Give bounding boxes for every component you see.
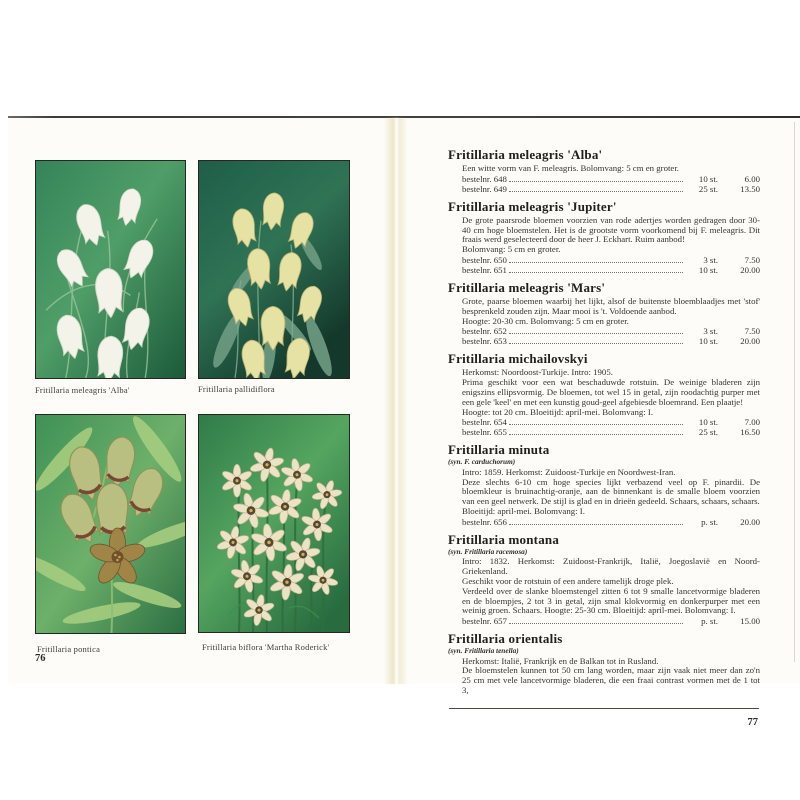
entry-orders	[448, 326, 760, 346]
order-quantity: p. st.	[701, 516, 718, 527]
left-page	[0, 0, 396, 800]
dotted-leader	[509, 191, 683, 192]
right-page	[448, 148, 760, 728]
order-number: bestelnr. 652	[462, 326, 507, 337]
left-page-number: 76	[35, 653, 46, 664]
flower-photo-illustration	[199, 415, 349, 632]
order-price: 6.00	[744, 173, 760, 184]
catalog-entry	[448, 533, 760, 626]
entry-paragraph: Bloeitijd: april-mei. Bolomvang: I.	[462, 506, 585, 517]
photo-fritillaria-pontica	[35, 414, 186, 634]
order-number: bestelnr. 656	[462, 516, 507, 527]
dotted-leader	[509, 272, 683, 273]
catalog-entry	[448, 200, 760, 275]
order-number: bestelnr. 648	[462, 173, 507, 184]
entry-title: Fritillaria michailovskyi	[448, 351, 588, 367]
entry-paragraph: Herkomst: Noordoost-Turkije. Intro: 1905.	[462, 367, 613, 378]
entry-paragraph: Een witte vorm van F. meleagris. Bolomvang: 5 cm en groter.	[462, 163, 679, 173]
order-row	[448, 417, 760, 427]
entry-paragraph: Bolomvang: 5 cm en groter.	[462, 244, 561, 255]
order-quantity: 3 st.	[703, 326, 718, 337]
order-row	[448, 255, 760, 265]
dotted-leader	[509, 262, 683, 263]
dotted-leader	[509, 524, 683, 525]
entry-paragraph: Hoogte: tot 20 cm. Bloeitijd: april-mei. Bolomvang: I.	[462, 406, 654, 417]
order-quantity: p. st.	[701, 616, 718, 627]
order-row	[448, 427, 760, 437]
entry-title: Fritillaria orientalis	[448, 631, 563, 647]
entry-paragraph: Grote, paarse bloemen waarbij het lijkt, alsof de buitenste bloemblaadjes met 'stof' besprenkeld zouden zijn. Maar mooi is 't. Voldoende aanbod.	[462, 295, 760, 316]
entry-paragraph: Prima geschikt voor een wat beschaduwde rotstuin. De weinige bladeren zijn enigszins ellipsvormig. De bloemen, tot wel 15 in getal, zijn roodachtig purper met een gele 'keel' en met een kunstig goud-geel afgebiesde bloemrand. Een plaatje!	[462, 377, 760, 407]
entry-title: Fritillaria meleagris 'Mars'	[448, 279, 606, 295]
catalog-entry	[448, 352, 760, 437]
flower-photo-illustration	[199, 161, 349, 378]
catalog-entries	[448, 148, 760, 696]
entry-paragraph: De grote paarsrode bloemen voorzien van rode adertjes worden gedragen door 30-40 cm hoge bloemstelen. Het is de grootste vorm voorkomend bij F. meleagris. Dit fraais werd geselecteerd door de heer J. Eckhart. Ruim aanbod!	[462, 214, 760, 245]
catalog-entry	[448, 443, 760, 526]
entry-paragraph: Geschikt voor de rotstuin of een andere tamelijk droge plek.	[462, 575, 674, 586]
order-row	[448, 265, 760, 275]
order-price: 7.50	[744, 326, 760, 337]
photo-caption: Fritillaria pallidiflora	[198, 384, 275, 394]
entry-body	[448, 164, 760, 174]
order-number: bestelnr. 649	[462, 183, 507, 194]
dotted-leader	[509, 333, 683, 334]
order-quantity: 25 st.	[698, 183, 718, 194]
dotted-leader	[509, 343, 683, 344]
photo-caption: Fritillaria pontica	[37, 644, 101, 654]
entry-orders	[448, 517, 760, 527]
photo-fritillaria-pallidiflora	[198, 160, 350, 379]
order-quantity: 25 st.	[698, 427, 718, 438]
entry-paragraph: De bloemstelen kunnen tot 50 cm lang worden, maar zijn vaak niet meer dan zo'n 25 cm met vele lancetvormige bladeren, die een fraai contrast vormen met de 1 tot 3,	[462, 665, 760, 696]
order-row	[448, 174, 760, 184]
entry-orders	[448, 255, 760, 275]
entry-orders	[448, 174, 760, 194]
order-quantity: 10 st.	[698, 264, 718, 275]
entry-orders	[448, 417, 760, 437]
entry-synonym: (syn. Fritillaria racemosa)	[448, 546, 528, 556]
order-price: 20.00	[740, 264, 760, 275]
entry-body	[448, 468, 760, 517]
order-price: 20.00	[740, 516, 760, 527]
order-price: 16.50	[740, 427, 760, 438]
order-quantity: 10 st.	[698, 173, 718, 184]
order-number: bestelnr. 655	[462, 427, 507, 438]
entry-paragraph: Deze slechts 6-10 cm hoge species lijkt verbazend veel op F. pinardii. De bloemkleur is bruinachtig-oranje, aan de binnenkant is de smalle bloem voorzien van een geel netwerk. De stijl is glad en in drieën gedeeld. Schaars, schaars, schaars.	[462, 476, 760, 507]
dotted-leader	[509, 434, 683, 435]
order-price: 7.50	[744, 254, 760, 265]
entry-body	[448, 557, 760, 616]
order-price: 13.50	[740, 183, 760, 194]
entry-paragraph: Hoogte: 20-30 cm. Bolomvang: 5 cm en groter.	[462, 315, 629, 326]
entry-title: Fritillaria meleagris 'Alba'	[448, 147, 603, 162]
entry-body	[448, 216, 760, 255]
order-number: bestelnr. 651	[462, 264, 507, 275]
order-row	[448, 326, 760, 336]
order-row	[448, 616, 760, 626]
entry-synonym: (syn. Fritillaria tenella)	[448, 646, 519, 656]
dotted-leader	[509, 424, 683, 425]
order-price: 7.00	[744, 417, 760, 428]
right-page-number: 77	[747, 716, 758, 728]
catalog-entry	[448, 281, 760, 346]
entry-body	[448, 368, 760, 417]
order-quantity: 10 st.	[698, 417, 718, 428]
order-row	[448, 184, 760, 194]
entry-orders	[448, 616, 760, 626]
photo-caption: Fritillaria meleagris 'Alba'	[35, 385, 130, 395]
photo-fritillaria-biflora-martha-roderick	[198, 414, 350, 633]
entry-body	[448, 297, 760, 326]
order-number: bestelnr. 653	[462, 336, 507, 347]
entry-paragraph: Intro: 1832. Herkomst: Zuidoost-Frankrijk, Italië, Joegoslavië en Noord-Griekenland.	[462, 556, 760, 577]
catalog-entry	[448, 632, 760, 696]
order-number: bestelnr. 657	[462, 616, 507, 627]
page-right-edge-line	[794, 122, 795, 662]
dotted-leader	[509, 181, 683, 182]
photo-fritillaria-meleagris-alba	[35, 160, 186, 379]
entry-paragraph: Verdeeld over de slanke bloemstengel zitten 6 tot 9 smalle lancetvormige bladeren en de bloempjes, 2 tot 3 in getal, zijn smal klokvormig en donkerpurper met een weinig groen. Schaars. Hoogte: 25-30 cm. Bloeitijd: april-mei. Bolomvang: I.	[462, 585, 760, 616]
order-row	[448, 336, 760, 346]
entry-synonym: (syn. F. carduchorum)	[448, 457, 516, 467]
entry-paragraph: Herkomst: Italië, Frankrijk en de Balkan tot in Rusland.	[462, 655, 659, 666]
order-quantity: 10 st.	[698, 336, 718, 347]
photo-caption: Fritillaria biflora 'Martha Roderick'	[202, 642, 330, 652]
flower-photo-illustration	[36, 161, 185, 378]
catalog-entry	[448, 148, 760, 194]
order-price: 20.00	[740, 336, 760, 347]
entry-title: Fritillaria montana	[448, 531, 560, 547]
flower-photo-illustration	[36, 415, 185, 633]
dotted-leader	[509, 623, 683, 624]
entry-body	[448, 657, 760, 696]
entry-title: Fritillaria minuta	[448, 442, 550, 458]
order-number: bestelnr. 650	[462, 254, 507, 265]
order-price: 15.00	[740, 616, 760, 627]
entry-paragraph: Intro: 1859. Herkomst: Zuidoost-Turkije en Noordwest-Iran.	[462, 466, 676, 477]
order-row	[448, 517, 760, 527]
entry-title: Fritillaria meleagris 'Jupiter'	[448, 198, 617, 214]
order-quantity: 3 st.	[703, 254, 718, 265]
order-number: bestelnr. 654	[462, 417, 507, 428]
footer-rule	[449, 708, 759, 709]
